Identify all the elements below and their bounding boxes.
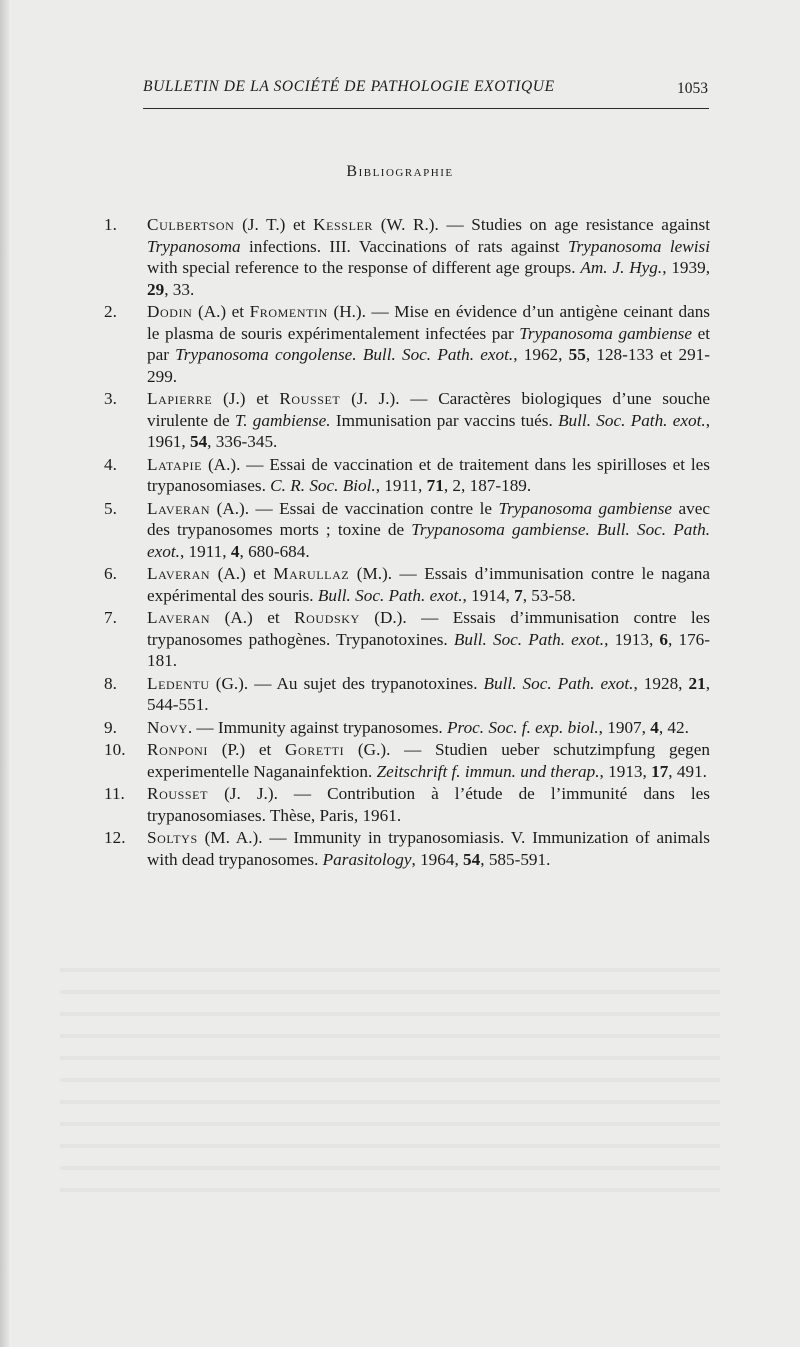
- italic-text: Proc. Soc. f. exp. biol.: [447, 717, 599, 737]
- author-name: Marullaz: [273, 564, 350, 583]
- reference-segment: (J.) et: [212, 389, 280, 408]
- reference-segment: , 1964,: [411, 849, 464, 869]
- reference-segment: , 42.: [658, 717, 689, 737]
- reference-segment: , 1907,: [598, 717, 651, 737]
- reference-segment: , 1961,: [147, 410, 710, 451]
- author-name: Culbertson: [147, 215, 235, 234]
- author-name: Rousset: [147, 784, 209, 803]
- author-name: Lapierre: [147, 389, 213, 408]
- reference-text: [147, 388, 710, 453]
- italic-text: Parasitology: [322, 849, 412, 869]
- reference-segment: , 1911,: [179, 541, 231, 561]
- author-name: Goretti: [284, 740, 345, 759]
- reference-entry: [104, 214, 710, 300]
- author-name: Rousset: [279, 389, 341, 408]
- reference-segment: et par: [147, 323, 710, 364]
- reference-segment: , 336-345.: [207, 432, 278, 451]
- reference-segment: with special reference to the response of different age groups.: [147, 258, 581, 277]
- author-name: Fromentin: [249, 302, 328, 321]
- reference-entry: [104, 563, 710, 606]
- reference-segment: (M. A.). — Immunity in trypanosomiasis. V. Immunization of animals with dead trypanosomes.: [147, 828, 710, 869]
- reference-entry: [104, 498, 710, 563]
- author-name: Soltys: [147, 828, 198, 847]
- reference-segment: (P.) et: [208, 740, 285, 759]
- volume-number: 21: [688, 673, 706, 693]
- author-name: Roudsky: [294, 608, 360, 627]
- page-number: 1053: [677, 80, 708, 97]
- reference-segment: , 1928,: [633, 673, 689, 693]
- running-header: [143, 78, 708, 108]
- italic-text: Trypanosoma gambiense. Bull. Soc. Path. exot.: [147, 520, 710, 561]
- reference-entry: [104, 607, 710, 672]
- reference-segment: , 1962,: [513, 345, 569, 364]
- reference-segment: (A.) et: [192, 302, 250, 321]
- author-name: Laveran: [147, 564, 211, 583]
- reference-segment: , 53-58.: [522, 585, 576, 605]
- section-heading: Bibliographie: [346, 163, 454, 180]
- volume-number: 6: [659, 629, 669, 649]
- reference-text: [147, 827, 710, 870]
- reference-segment: . — Immunity against trypanosomes.: [187, 717, 448, 737]
- reference-text: [147, 717, 710, 739]
- reference-number: 5.: [104, 498, 117, 518]
- reference-segment: Immunisation par vaccins tués.: [330, 410, 559, 430]
- reference-text: [147, 739, 710, 782]
- reference-segment: , 128-133 et 291-299.: [147, 345, 711, 386]
- reference-text: [147, 673, 710, 716]
- reference-segment: avec des trypanosomes morts ; toxine de: [147, 498, 710, 539]
- volume-number: 54: [463, 849, 481, 869]
- reference-segment: , 1914,: [462, 585, 515, 605]
- reference-number: 11.: [104, 784, 125, 803]
- volume-number: 55: [568, 345, 586, 364]
- running-title: BULLETIN DE LA SOCIÉTÉ DE PATHOLOGIE EXOTIQUE: [143, 78, 555, 95]
- reference-text: [147, 214, 710, 300]
- reference-segment: , 544-551.: [147, 673, 710, 714]
- volume-number: 7: [514, 585, 523, 605]
- bibliography-list: [104, 214, 710, 871]
- reference-segment: , 585-591.: [480, 849, 551, 869]
- reference-segment: , 1911,: [375, 476, 427, 495]
- volume-number: 54: [189, 432, 208, 451]
- italic-text: Zeitschrift f. immun. und therap.: [376, 761, 600, 781]
- italic-text: Bull. Soc. Path. exot.: [453, 629, 605, 649]
- reference-text: [147, 563, 710, 606]
- italic-text: Trypanosoma gambiense: [519, 323, 692, 343]
- reference-segment: , 491.: [668, 761, 707, 781]
- reference-segment: , 1913,: [599, 761, 652, 781]
- reference-entry: [104, 301, 710, 387]
- reference-number: 8.: [104, 673, 117, 693]
- volume-number: 4: [650, 717, 659, 737]
- author-name: Dodin: [147, 302, 193, 321]
- italic-text: Bull. Soc. Path. exot.: [317, 585, 463, 605]
- reference-entry: [104, 717, 710, 739]
- italic-text: C. R. Soc. Biol.: [270, 476, 376, 495]
- italic-text: Bull. Soc. Path. exot.: [483, 673, 634, 693]
- author-name: Ledentu: [147, 673, 210, 693]
- reference-text: [147, 607, 710, 672]
- italic-text: Trypanosoma lewisi: [567, 236, 710, 256]
- show-through-texture: [60, 950, 720, 1210]
- reference-segment: , 2, 187-189.: [443, 476, 532, 495]
- reference-segment: (J. T.) et: [234, 215, 314, 234]
- reference-entry: [104, 783, 710, 826]
- reference-number: 3.: [104, 389, 117, 408]
- reference-text: [147, 498, 710, 563]
- reference-segment: (D.). — Essais d’immunisation contre les trypanosomes pathogènes. Trypanotoxines.: [147, 608, 710, 649]
- author-name: Laveran: [147, 498, 211, 518]
- reference-segment: , 680-684.: [239, 541, 310, 561]
- reference-text: [147, 783, 710, 826]
- reference-segment: (J. J.). — Caractères biologiques d’une souche virulente de: [147, 389, 710, 430]
- reference-segment: (A.) et: [210, 564, 274, 583]
- reference-segment: (A.) et: [210, 608, 295, 627]
- reference-text: [147, 301, 710, 387]
- page-edge-shadow: [0, 0, 9, 1347]
- italic-text: Am. J. Hyg.: [580, 258, 663, 277]
- reference-number: 10.: [104, 740, 126, 759]
- reference-segment: (J. J.). — Contribution à l’étude de l’immunité dans les trypanosomiases. Thèse, Paris, 1961.: [147, 784, 710, 825]
- volume-number: 4: [230, 541, 240, 561]
- reference-segment: (W. R.). — Studies on age resistance against: [373, 215, 710, 234]
- reference-segment: , 1939,: [662, 258, 711, 277]
- reference-segment: (G.). — Au sujet des trypanotoxines.: [209, 673, 484, 693]
- reference-segment: (A.). — Essai de vaccination et de traitement dans les spirilloses et les trypanosomiases.: [147, 454, 710, 495]
- italic-text: Bull. Soc. Path. exot.: [558, 410, 706, 430]
- reference-number: 6.: [104, 564, 117, 583]
- reference-number: 9.: [104, 717, 117, 737]
- reference-number: 2.: [104, 302, 117, 321]
- reference-number: 12.: [104, 828, 126, 847]
- author-name: Laveran: [147, 608, 211, 627]
- reference-entry: [104, 673, 710, 716]
- volume-number: 71: [426, 476, 444, 495]
- author-name: Novy: [147, 717, 188, 737]
- reference-entry: [104, 454, 710, 497]
- reference-number: 4.: [104, 454, 117, 474]
- reference-text: [147, 454, 710, 497]
- volume-number: 29: [147, 279, 165, 299]
- reference-segment: (G.). — Studien ueber schutzimpfung gegen experimentelle Naganainfektion.: [147, 740, 710, 781]
- italic-text: Trypanosoma: [147, 236, 241, 256]
- italic-text: Trypanosoma gambiense: [498, 498, 673, 518]
- reference-segment: , 33.: [164, 279, 195, 299]
- reference-number: 1.: [104, 215, 117, 234]
- author-name: Latapie: [147, 454, 203, 474]
- italic-text: T. gambiense.: [234, 410, 331, 430]
- reference-entry: [104, 388, 710, 453]
- reference-segment: (H.). — Mise en évidence d’un antigène ceinant dans le plasma de souris expérimentalement infectées par: [147, 302, 710, 343]
- italic-text: Trypanosoma congolense. Bull. Soc. Path. exot.: [175, 345, 514, 364]
- author-name: Kessler: [313, 215, 374, 234]
- volume-number: 17: [651, 761, 669, 781]
- reference-entry: [104, 827, 710, 870]
- author-name: Ronponi: [147, 740, 208, 759]
- reference-segment: , 1913,: [604, 629, 660, 649]
- reference-segment: (A.). — Essai de vaccination contre le: [210, 498, 499, 518]
- reference-number: 7.: [104, 608, 117, 627]
- reference-segment: infections. III. Vaccinations of rats against: [240, 236, 568, 256]
- reference-segment: , 176-181.: [147, 629, 710, 670]
- header-rule: [143, 108, 709, 109]
- reference-entry: [104, 739, 710, 782]
- reference-segment: (M.). — Essais d’immunisation contre le nagana expérimental des souris.: [147, 564, 711, 605]
